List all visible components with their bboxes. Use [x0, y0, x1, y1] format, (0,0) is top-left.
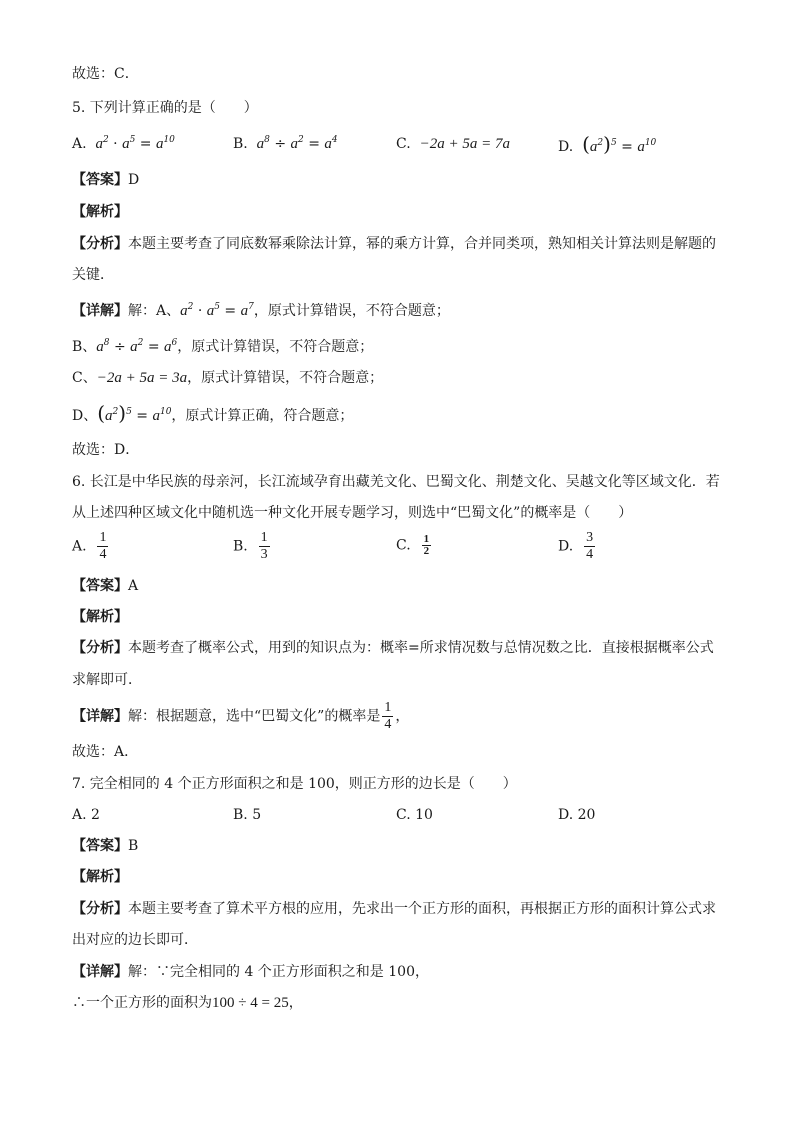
question-5: 5. 下列计算正确的是（ ）	[72, 100, 258, 116]
question-6: 6. 长江是中华民族的母亲河，长江流域孕育出藏羌文化、巴蜀文化、荆楚文化、吴越文化等区域文化．若	[72, 474, 720, 490]
q6-option-d: D. $\frac{3}{4}$	[558, 530, 594, 562]
answer-label: 【答案】D	[72, 172, 140, 188]
q7-option-d: D. 20	[558, 807, 596, 823]
analysis-text: 【分析】本题主要考查了算术平方根的应用，先求出一个正方形的面积，再根据正方形的面积计算公式求	[72, 901, 716, 917]
answer-label: 【答案】B	[72, 838, 139, 854]
text-line: 故选：C．	[72, 66, 139, 82]
label-tag: 【解析】	[72, 204, 128, 220]
label-tag: 【答案】	[72, 578, 128, 594]
answer-label: 【答案】A	[72, 578, 139, 594]
question-6: 从上述四种区域文化中随机选一种文化开展专题学习，则选中“巴蜀文化”的概率是（ ）	[72, 505, 633, 521]
q6-option-b: B. $\frac{1}{3}$	[233, 530, 268, 562]
solution-line: B、$a^8 \div a^2 = a^6$，原式计算错误，不符合题意；	[72, 338, 374, 355]
solution-line: C、−2a + 5a = 3a，原式计算错误，不符合题意；	[72, 370, 384, 386]
q7-option-c: C. 10	[396, 807, 433, 823]
q6-option-c: C. $\frac{1}{2}$	[396, 533, 430, 557]
text-line: 故选：A．	[72, 744, 139, 760]
q5-option-a: A. $a^2 \cdot a^5 = a^{10}$	[72, 135, 175, 152]
solution-line: 【详解】解：根据题意，选中“巴蜀文化”的概率是 $\frac{1}{4}$ ，	[72, 700, 410, 732]
analysis-text: 求解即可．	[72, 672, 142, 688]
question-7: 7. 完全相同的 4 个正方形面积之和是 100，则正方形的边长是（ ）	[72, 776, 517, 792]
q5-option-d: D. $(a^2)^5 = a^{10}$	[558, 132, 657, 156]
label-tag: 【解析】	[72, 869, 128, 885]
label-tag: 【详解】	[72, 964, 128, 980]
label-tag: 【答案】	[72, 172, 128, 188]
label-tag: 【解析】	[72, 609, 128, 625]
label-tag: 【分析】	[72, 901, 128, 917]
analysis-text: 关键．	[72, 267, 114, 283]
label-tag: 【分析】	[72, 236, 128, 252]
q7-option-a: A. 2	[72, 807, 100, 823]
solution-line: 【详解】解：A、$a^2 \cdot a^5 = a^7$，原式计算错误，不符合题意；	[72, 302, 450, 319]
analysis-text: 【分析】本题考查了概率公式，用到的知识点为：概率=所求情况数与总情况数之比．直接根据概率公式	[72, 640, 714, 656]
q5-option-b: B. $a^8 \div a^2 = a^4$	[233, 135, 338, 152]
analysis-text: 出对应的边长即可．	[72, 932, 198, 948]
section-heading	[72, 202, 128, 222]
text-line: 故选：D．	[72, 442, 140, 458]
analysis-text: 【分析】本题主要考查了同底数幂乘除法计算，幂的乘方计算，合并同类项，熟知相关计算法则是解题的	[72, 236, 716, 252]
label-tag: 【详解】	[72, 708, 128, 725]
q5-option-c: C. −2a + 5a = 7a	[396, 136, 510, 152]
section-heading	[72, 607, 128, 627]
section-heading	[72, 867, 128, 887]
q7-option-b: B. 5	[233, 807, 262, 823]
q6-option-a: A. $\frac{1}{4}$	[72, 530, 107, 562]
solution-line: 【详解】解：∵完全相同的 4 个正方形面积之和是 100，	[72, 964, 429, 980]
label-tag: 【分析】	[72, 640, 128, 656]
label-tag: 【详解】	[72, 303, 128, 319]
solution-line: ∴一个正方形的面积为100 ÷ 4 = 25，	[72, 995, 303, 1011]
solution-line: D、$(a^2)^5 = a^{10}$，原式计算正确，符合题意；	[72, 401, 354, 425]
label-tag: 【答案】	[72, 838, 128, 854]
